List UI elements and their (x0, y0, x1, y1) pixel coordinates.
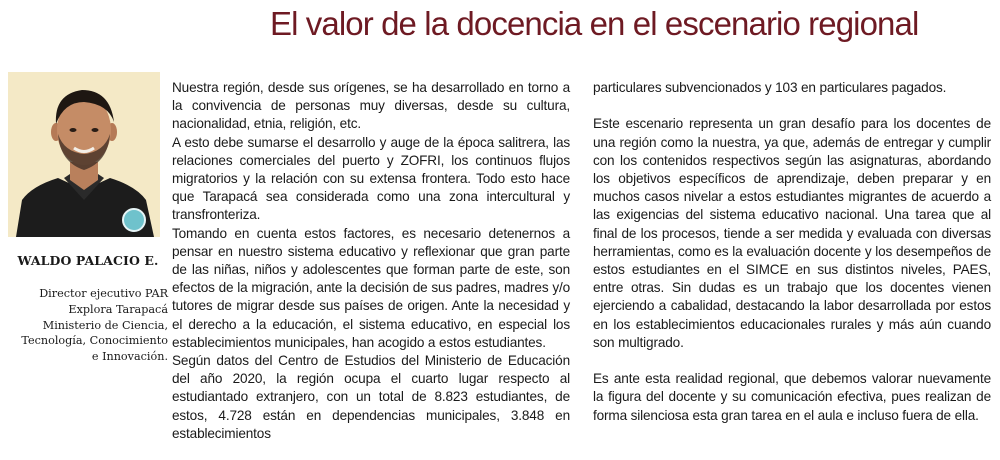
paragraph: Según datos del Centro de Estudios del Ministerio de Educación del año 2020, la región ocupa el cuarto lugar respecto al estudiantado extranjero, con un total de 8.823 estudiantes, de estos, 4.728 están en dependencias municipales, 3.848 en establecimientos (172, 353, 570, 441)
author-portrait-image (8, 72, 160, 237)
paragraph: particulares subvencionados y 103 en particulares pagados. (593, 80, 947, 95)
author-name: WALDO PALACIO E. (17, 253, 159, 268)
article-column-2 (593, 79, 991, 425)
paragraph: A esto debe sumarse el desarrollo y auge de la época salitrera, las relaciones comerciales del puerto y ZOFRI, los continuos flujos migratorios y la relación con su extensa frontera. Todo esto hace que Tarapacá sea considerada como una zona intercultural y transfronteriza. (172, 134, 570, 223)
paragraph: Este escenario representa un gran desafío para los docentes de una región como la nuestra, ya que, además de entregar y cumplir con los contenidos respectivos según las asignaturas, abordando los objetivos específicos de aprendizaje, deben preparar y en muchos casos nivelar a estos estudiantes migrantes de acuerdo a las exigencias del sistema educativo nacional. Una tarea que al final de los procesos, tiende a ser medida y evaluada con diversas herramientas, como es la evaluación docente y los desempeños de estos estudiantes en el SIMCE en sus distintos niveles, PAES, entre otras. Sin dudas es un trabajo que los docentes vienen ejerciendo a cabalidad, destacando la labor desarrollada por estos en los establecimientos educacionales rurales y más aún cuando son multigrado. (593, 116, 991, 350)
author-bio-line: Ministerio de Ciencia, (42, 318, 168, 332)
author-bio-line: e Innovación. (91, 350, 168, 364)
paragraph-gap (593, 352, 991, 370)
paragraph: Tomando en cuenta estos factores, es necesario detenernos a pensar en nuestro sistema educativo y reflexionar que gran parte de las niñas, niños y adolescentes que forman parte de este, son efectos de la migración, ante la decisión de sus padres, madres y/o tutores de migrar desde sus países de origen. Ante la necesidad y el derecho a la educación, el sistema educativo, en especial los establecimientos municipales, han acogido a estos estudiantes. (172, 225, 570, 350)
paragraph: Es ante esta realidad regional, que debemos valorar nuevamente la figura del docente y su comunicación efectiva, pues realizan de forma silenciosa esta gran tarea en el aula e incluso fuera de ella. (593, 371, 991, 423)
author-bio (8, 286, 168, 365)
paragraph-gap (593, 97, 991, 115)
paragraph: Nuestra región, desde sus orígenes, se ha desarrollado en torno a la convivencia de personas muy diversas, desde su cultura, nacionalidad, etnia, religión, etc. (172, 80, 570, 132)
author-photo (8, 72, 160, 237)
article-title: El valor de la docencia en el escenario regional (270, 5, 919, 42)
article-column-1 (172, 79, 570, 443)
author-bio-line: Tecnología, Conocimiento (21, 334, 168, 348)
author-bio-line: Director ejecutivo PAR (39, 287, 168, 300)
author-bio-line: Explora Tarapacá (68, 302, 168, 316)
